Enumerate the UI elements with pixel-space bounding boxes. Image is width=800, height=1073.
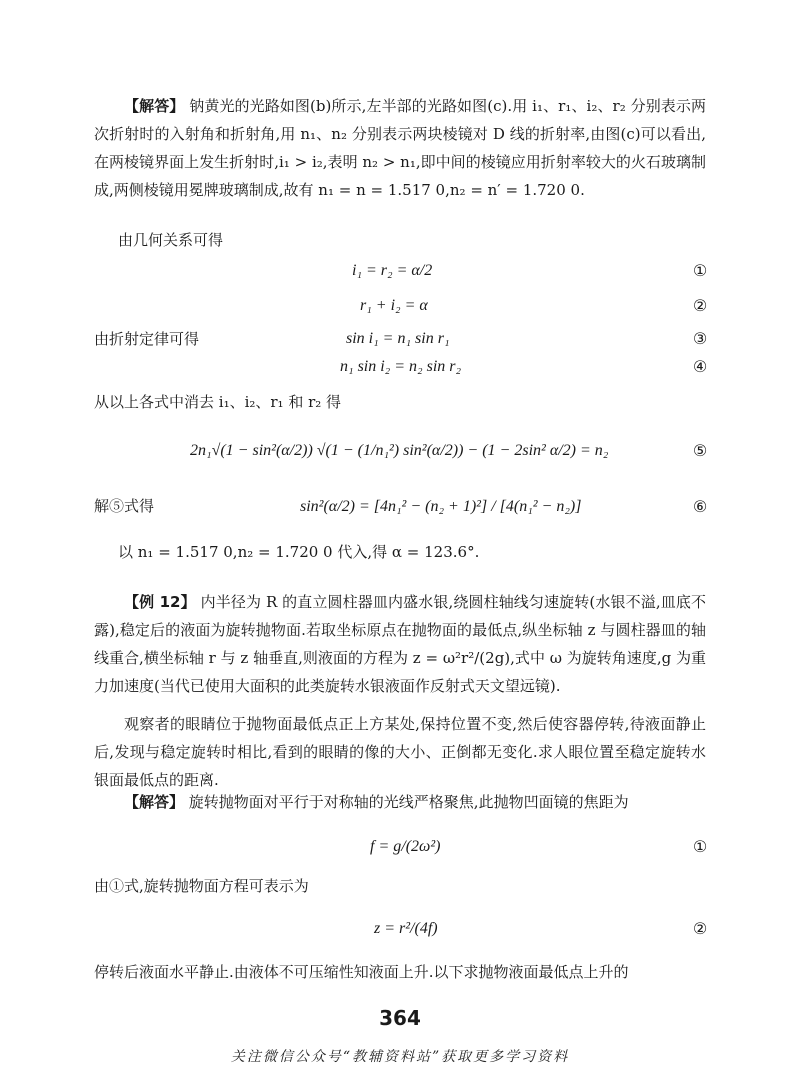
eliminate-text: 从以上各式中消去 i₁、i₂、r₁ 和 r₂ 得 <box>94 393 342 411</box>
equation-1-number: ① <box>692 261 708 280</box>
equation-z-number: ② <box>692 919 708 938</box>
result-line: 以 n₁ = 1.517 0,n₂ = 1.720 0 代入,得 α = 123.6°. <box>118 543 480 561</box>
equation-f-number: ① <box>692 837 708 856</box>
solve-label: 解⑤式得 <box>94 497 155 515</box>
solution-1-label: 【解答】 <box>124 97 185 115</box>
equation-2-number: ② <box>692 296 708 315</box>
example-12-paragraph-2: 观察者的眼睛位于抛物面最低点正上方某处,保持位置不变,然后使容器停转,待液面静止后,发现与稳定旋转时相比,看到的眼睛的像的大小、正倒都无变化.求人眼位置至稳定旋转水银面最低点的距离. <box>94 715 706 789</box>
equation-f: f = g/(2ω²) <box>370 838 441 855</box>
equation-4: n₁ sin i₂ = n₂ sin r₂ <box>340 358 462 375</box>
example-12-label: 【例 12】 <box>124 593 196 611</box>
solution-2-text: 旋转抛物面对平行于对称轴的光线严格聚焦,此抛物凹面镜的焦距为 <box>188 793 629 811</box>
equation-6-number: ⑥ <box>692 497 708 516</box>
geometry-intro: 由几何关系可得 <box>118 231 224 249</box>
equation-5-number: ⑤ <box>692 441 708 460</box>
from-eq1-text: 由①式,旋转抛物面方程可表示为 <box>94 877 309 895</box>
footer-note: 关注微信公众号“教辅资料站”获取更多学习资料 <box>230 1049 570 1065</box>
last-line: 停转后液面水平静止.由液体不可压缩性知液面上升.以下求抛物液面最低点上升的 <box>94 963 629 981</box>
solution-2-label: 【解答】 <box>124 793 185 811</box>
equation-z: z = r²/(4f) <box>374 920 438 937</box>
equation-2: r₁ + i₂ = α <box>360 297 428 314</box>
equation-1: i₁ = r₂ = α/2 <box>352 262 433 279</box>
equation-5: 2n₁√(1 − sin²(α/2)) √(1 − (1/n₁²) sin²(α/2)) − (1 − 2sin² α/2) = n₂ <box>190 442 609 459</box>
example-12-paragraph <box>94 588 706 700</box>
page-number: 364 <box>379 1006 421 1030</box>
solution-1-paragraph <box>94 92 706 204</box>
solution-1-text: 钠黄光的光路如图(b)所示,左半部的光路如图(c).用 i₁、r₁、i₂、r₂ 分别表示两次折射时的入射角和折射角,用 n₁、n₂ 分别表示两块棱镜对 D 线的折射率,由图(c)可以看出,在两棱镜界面上发生折射时,i₁ > i₂,表明 n₂ > n₁,即中间的棱镜应用折射率较大的火石玻璃制成,两侧棱镜用冕牌玻璃制成,故有 n₁ = n = 1.517 0,n₂ = n′ = 1.720 0. <box>94 97 706 199</box>
equation-6: sin²(α/2) = [4n₁² − (n₂ + 1)²] / [4(n₁² − n₂)] <box>300 498 582 515</box>
refraction-label: 由折射定律可得 <box>94 330 200 348</box>
solution-2-paragraph <box>94 788 706 816</box>
equation-3-number: ③ <box>692 329 708 348</box>
equation-3: sin i₁ = n₁ sin r₁ <box>346 330 450 347</box>
example-12-text: 内半径为 R 的直立圆柱器皿内盛水银,绕圆柱轴线匀速旋转(水银不溢,皿底不露),稳定后的液面为旋转抛物面.若取坐标原点在抛物面的最低点,纵坐标轴 z 与圆柱器皿的轴线重合,横坐标轴 r 与 z 轴垂直,则液面的方程为 z = ω²r²/(2g),式中 ω 为旋转角速度,g 为重力加速度(当代已使用大面积的此类旋转水银液面作反射式天文望远镜). <box>94 593 706 695</box>
equation-4-number: ④ <box>692 357 708 376</box>
